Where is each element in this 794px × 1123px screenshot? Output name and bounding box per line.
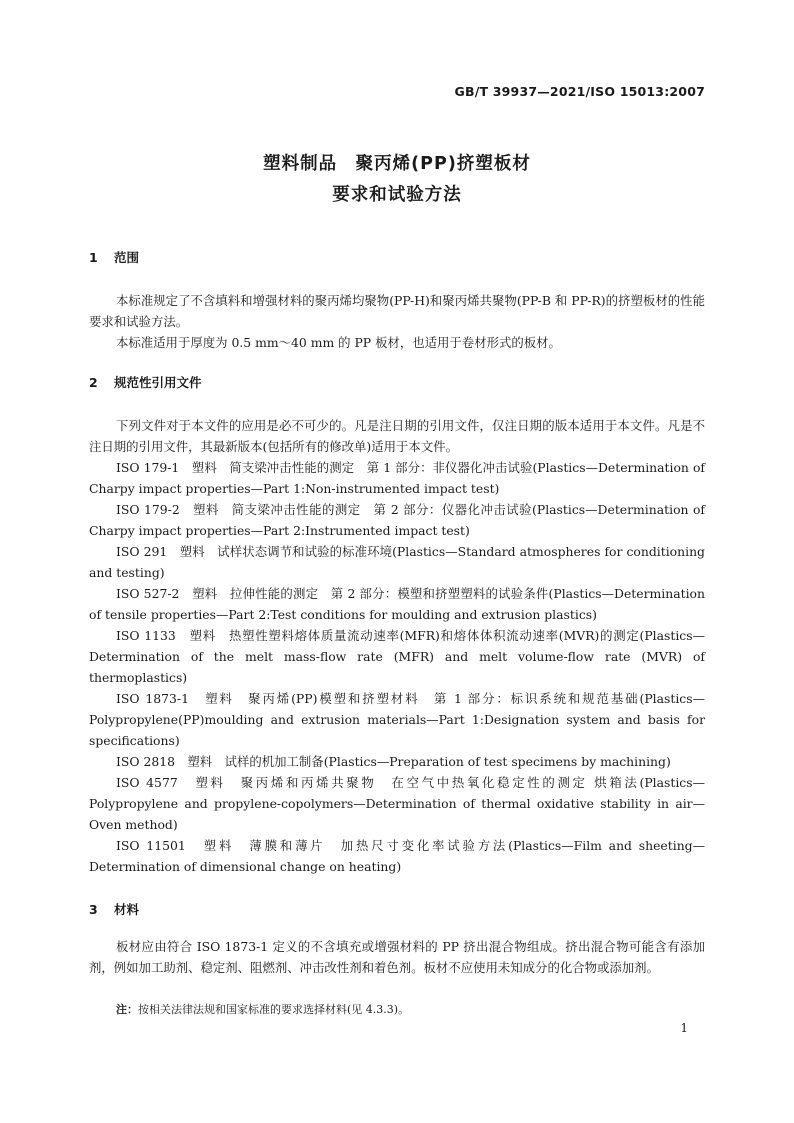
reference-item: ISO 527-2 塑料 拉伸性能的测定 第 2 部分：模塑和挤塑塑料的试验条件(Plastics—Determination of tensile properties—Part 2:Test conditions for moulding and extrusion plastics) — [89, 586, 705, 622]
note-label: 注： — [116, 1003, 138, 1016]
note-text: 按相关法律法规和国家标准的要求选择材料(见 4.3.3)。 — [138, 1003, 410, 1016]
document-title-line2: 要求和试验方法 — [332, 185, 462, 205]
reference-item: ISO 179-1 塑料 简支梁冲击性能的测定 第 1 部分：非仪器化冲击试验(Plastics—Determination of Charpy impact properties—Part 1:Non-instrumented impact test) — [89, 460, 705, 496]
section-body-scope — [89, 290, 705, 353]
document-title-line1: 塑料制品 聚丙烯(PP)挤塑板材 — [263, 154, 531, 174]
page-number: 1 — [680, 1021, 688, 1035]
reference-item: ISO 4577 塑料 聚丙烯和丙烯共聚物 在空气中热氧化稳定性的测定 烘箱法(Plastics—Polypropylene and propylene-copolymers—Determination of thermal oxidative stability in air—Oven method) — [89, 775, 705, 832]
reference-item: ISO 2818 塑料 试样的机加工制备(Plastics—Preparation of test specimens by machining) — [116, 754, 671, 769]
paragraph: 板材应由符合 ISO 1873-1 定义的不含填充或增强材料的 PP 挤出混合物组成。挤出混合物可能含有添加剂，例如加工助剂、稳定剂、阻燃剂、冲击改性剂和着色剂。板材不应使用未知成分的化合物或添加剂。 — [89, 939, 705, 975]
section-body-normative — [89, 415, 705, 877]
section-heading-materials — [89, 900, 139, 918]
section-title: 材料 — [114, 902, 140, 917]
section-heading-normative — [89, 373, 202, 391]
section-number: 3 — [89, 902, 98, 917]
section-heading-scope — [89, 248, 139, 266]
reference-item: ISO 291 塑料 试样状态调节和试验的标准环境(Plastics—Standard atmospheres for conditioning and testing) — [89, 544, 705, 580]
section-title: 规范性引用文件 — [114, 375, 202, 390]
reference-item: ISO 1133 塑料 热塑性塑料熔体质量流动速率(MFR)和熔体体积流动速率(MVR)的测定(Plastics—Determination of the melt mass-flow rate (MFR) and melt volume-flow rate (MVR) of thermoplastics) — [89, 628, 705, 685]
standard-number: GB/T 39937—2021/ISO 15013:2007 — [454, 84, 705, 99]
reference-item: ISO 179-2 塑料 简支梁冲击性能的测定 第 2 部分：仪器化冲击试验(Plastics—Determination of Charpy impact properties—Part 2:Instrumented impact test) — [89, 502, 705, 538]
section-number: 1 — [89, 250, 98, 265]
paragraph: 本标准规定了不含填料和增强材料的聚丙烯均聚物(PP-H)和聚丙烯共聚物(PP-B 和 PP-R)的挤塑板材的性能要求和试验方法。 — [89, 293, 705, 329]
section-number: 2 — [89, 375, 98, 390]
note — [116, 1001, 409, 1019]
section-body-materials — [89, 936, 705, 978]
paragraph: 下列文件对于本文件的应用是必不可少的。凡是注日期的引用文件，仅注日期的版本适用于本文件。凡是不注日期的引用文件，其最新版本(包括所有的修改单)适用于本文件。 — [89, 418, 705, 454]
section-title: 范围 — [114, 250, 140, 265]
reference-item: ISO 1873-1 塑料 聚丙烯(PP)模塑和挤塑材料 第 1 部分：标识系统和规范基础(Plastics—Polypropylene(PP)moulding and extrusion materials—Part 1:Designation system and basis for specifications) — [89, 691, 705, 748]
reference-item: ISO 11501 塑料 薄膜和薄片 加热尺寸变化率试验方法(Plastics—Film and sheeting—Determination of dimensional change on heating) — [89, 838, 705, 874]
paragraph: 本标准适用于厚度为 0.5 mm～40 mm 的 PP 板材，也适用于卷材形式的板材。 — [116, 335, 561, 350]
